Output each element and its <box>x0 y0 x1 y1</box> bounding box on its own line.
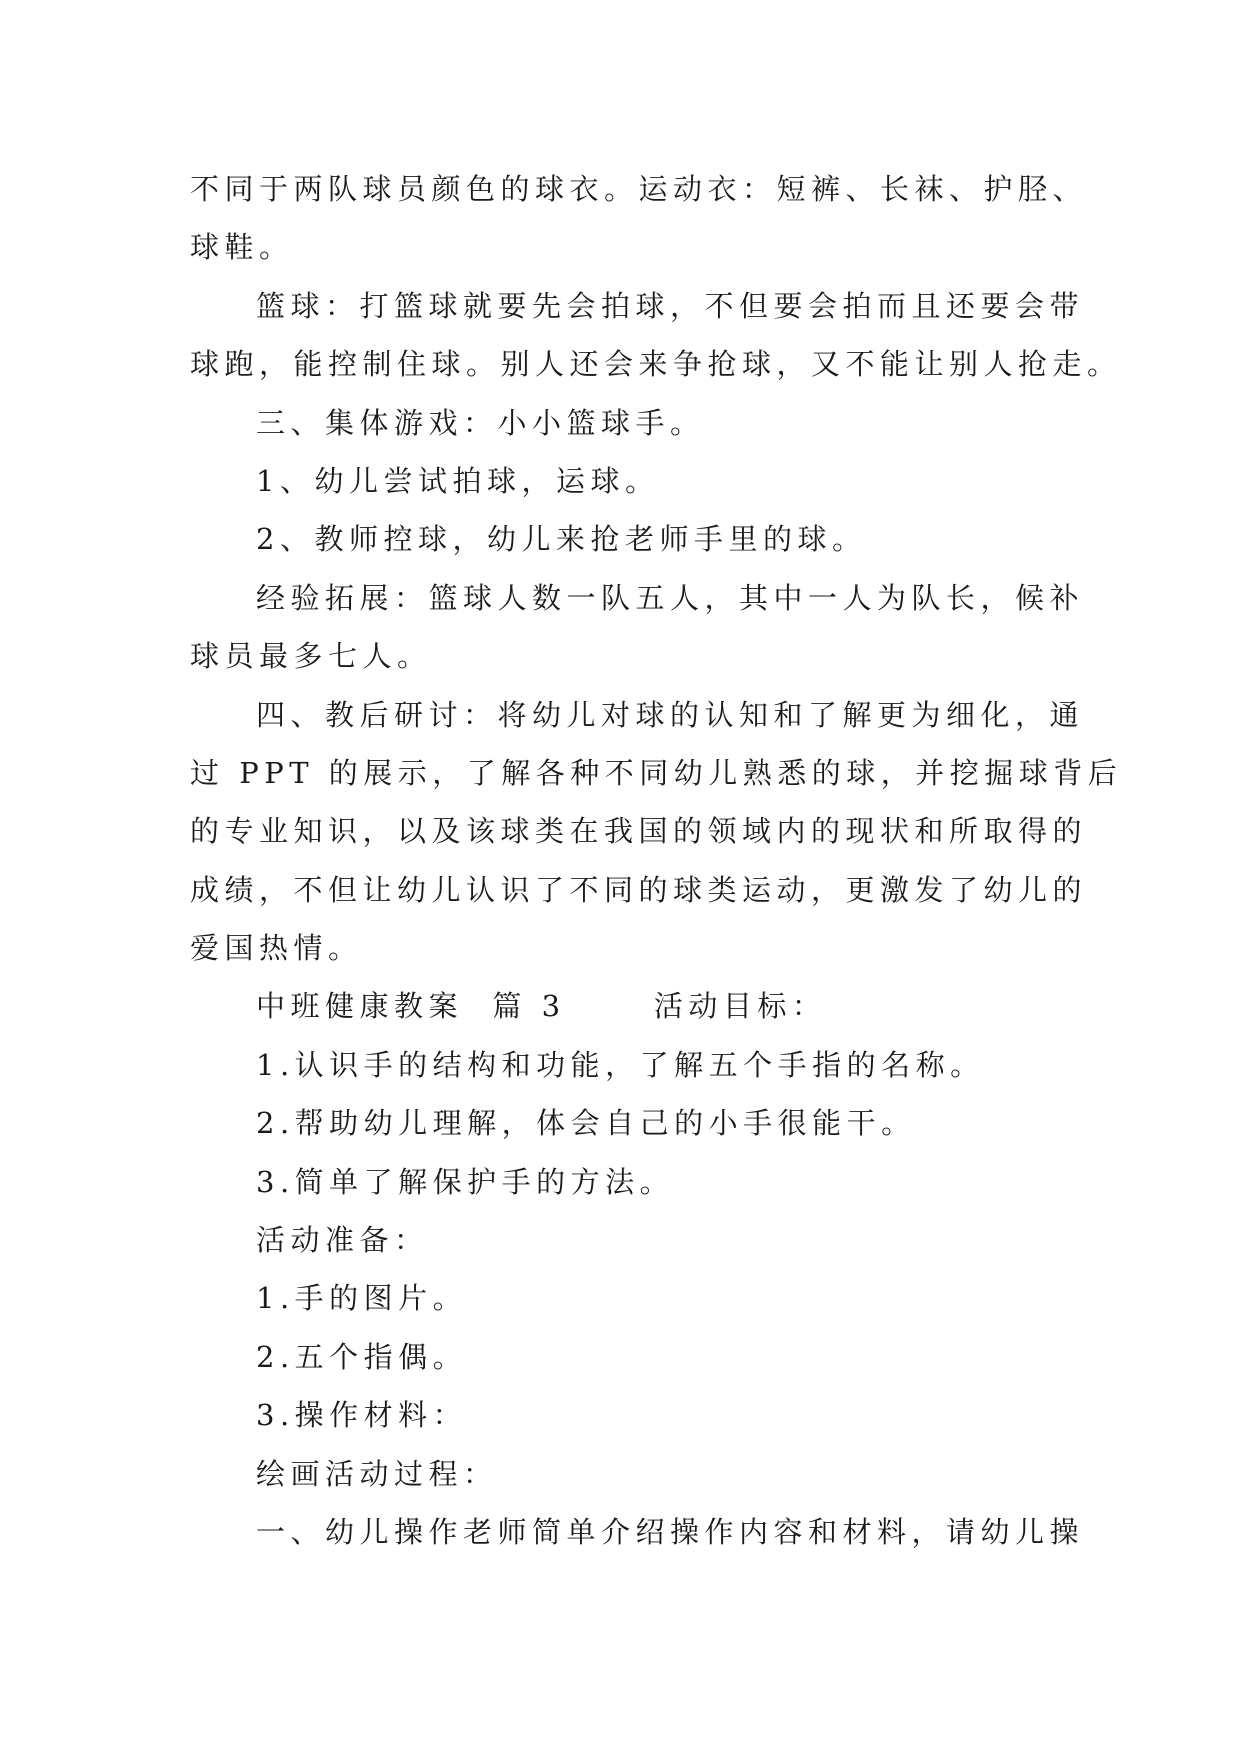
text-line: 3.操作材料： <box>256 1398 468 1433</box>
text-line: 不同于两队球员颜色的球衣。运动衣：短裤、长袜、护胫、 <box>190 172 1088 206</box>
text-line: 2、教师控球，幼儿来抢老师手里的球。 <box>256 522 867 557</box>
text-line: 球跑，能控制住球。别人还会来争抢球，又不能让别人抢走。 <box>190 347 1122 382</box>
text-line: 2.帮助幼儿理解，体会自己的小手很能干。 <box>256 1106 916 1141</box>
text-line: 经验拓展：篮球人数一队五人，其中一人为队长，候补 <box>256 580 1085 615</box>
text-line: 1、幼儿尝试拍球，运球。 <box>256 463 660 498</box>
document-body <box>190 160 1123 1561</box>
text-line: 1.手的图片。 <box>256 1281 468 1316</box>
text-line: 一、幼儿操作老师简单介绍操作内容和材料，请幼儿操 <box>256 1514 1085 1549</box>
text-line: 活动准备： <box>256 1223 429 1258</box>
text-line: 爱国热情。 <box>190 931 363 966</box>
text-line: 四、教后研讨：将幼儿对球的认知和了解更为细化，通 <box>256 697 1085 732</box>
text-line: 3.简单了解保护手的方法。 <box>256 1164 675 1199</box>
text-line: 的专业知识，以及该球类在我国的领域内的现状和所取得的 <box>190 814 1088 849</box>
text-line: 绘画活动过程： <box>256 1456 498 1491</box>
text-line: 1.认识手的结构和功能，了解五个手指的名称。 <box>256 1047 985 1082</box>
text-line: 2.五个指偶。 <box>256 1339 468 1374</box>
text-line: 成绩，不但让幼儿认识了不同的球类运动，更激发了幼儿的 <box>190 872 1088 907</box>
text-line: 球员最多七人。 <box>190 639 432 674</box>
text-line: 篮球：打篮球就要先会拍球，不但要会拍而且还要会带 <box>256 288 1085 323</box>
text-line: 球鞋。 <box>190 230 294 265</box>
text-line: 三、集体游戏：小小篮球手。 <box>256 405 705 440</box>
section-heading: 中班健康教案 篇 3 活动目标： <box>256 989 827 1024</box>
text-line: 过 PPT 的展示，了解各种不同幼儿熟悉的球，并挖掘球背后 <box>190 755 1123 790</box>
